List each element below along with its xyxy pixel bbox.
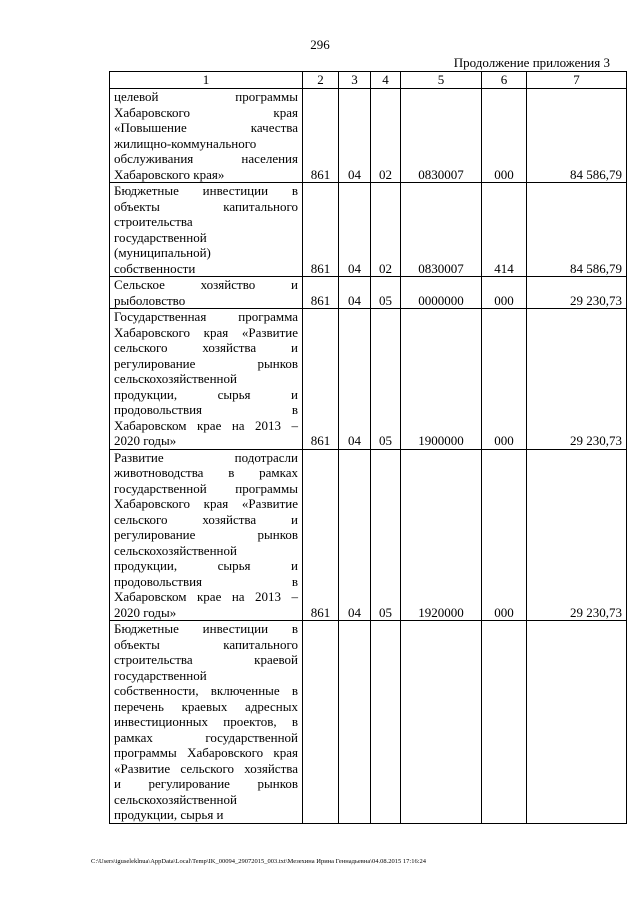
document-path-footer: C:\Users\iguseleklnua\AppData\Local\Temp\IK_00094_29072015_003.txt\Мезехина Ирина Геннадьевна\04.08.2015 17:16:24 bbox=[91, 858, 427, 865]
header-col-3: 3 bbox=[339, 72, 371, 89]
description-line: Хабаровского края» bbox=[114, 166, 225, 182]
row-description bbox=[110, 309, 303, 450]
description-line: государственной программы bbox=[114, 480, 298, 496]
cell-c7: 29 230,73 bbox=[527, 309, 627, 450]
description-line: сельскохозяйственной bbox=[114, 371, 237, 386]
table-row bbox=[110, 309, 627, 450]
description-line: регулирование рынков bbox=[114, 527, 298, 542]
description-line: Бюджетные инвестиции в bbox=[114, 183, 298, 198]
description-line: целевой программы bbox=[114, 89, 298, 104]
description-line: программы Хабаровского края bbox=[114, 745, 298, 760]
cell-c2: 861 bbox=[303, 183, 339, 277]
header-col-2: 2 bbox=[303, 72, 339, 89]
cell-c5: 0000000 bbox=[401, 277, 482, 309]
table-header-row bbox=[110, 72, 627, 89]
cell-c7 bbox=[527, 621, 627, 824]
description-line: «Повышение качества bbox=[114, 120, 298, 135]
cell-c5: 0830007 bbox=[401, 89, 482, 183]
cell-c5: 1920000 bbox=[401, 449, 482, 621]
description-line: (муниципальной) bbox=[114, 245, 211, 260]
cell-c2: 861 bbox=[303, 89, 339, 183]
cell-c6 bbox=[482, 621, 527, 824]
cell-c2: 861 bbox=[303, 449, 339, 621]
cell-c5: 1900000 bbox=[401, 309, 482, 450]
cell-c6: 000 bbox=[482, 277, 527, 309]
description-line: обслуживания населения bbox=[114, 151, 298, 166]
description-line: рамках государственной bbox=[114, 729, 298, 745]
row-description bbox=[110, 89, 303, 183]
description-line: «Развитие сельского хозяйства bbox=[114, 760, 298, 776]
description-line: сельского хозяйства и bbox=[114, 340, 298, 355]
table-row bbox=[110, 183, 627, 277]
description-line: продукции, сырья и bbox=[114, 386, 298, 402]
description-line: 2020 годы» bbox=[114, 604, 177, 620]
description-line: Хабаровского края bbox=[114, 104, 298, 120]
description-line: продукции, сырья и bbox=[114, 558, 298, 573]
description-line: регулирование рынков bbox=[114, 355, 298, 371]
description-line: сельскохозяйственной bbox=[114, 542, 237, 558]
description-line: сельскохозяйственной bbox=[114, 791, 237, 807]
description-line: государственной bbox=[114, 229, 207, 245]
description-line: продукции, сырья и bbox=[114, 807, 224, 822]
description-line: животноводства в рамках bbox=[114, 465, 298, 480]
description-line: 2020 годы» bbox=[114, 433, 177, 448]
description-line: строительства bbox=[114, 214, 193, 229]
cell-c3: 04 bbox=[339, 89, 371, 183]
cell-c6: 000 bbox=[482, 449, 527, 621]
header-col-1: 1 bbox=[110, 72, 303, 89]
description-line: сельского хозяйства и bbox=[114, 511, 298, 527]
row-description bbox=[110, 621, 303, 824]
description-line: и регулирование рынков bbox=[114, 776, 298, 791]
description-line: Хабаровского края «Развитие bbox=[114, 496, 298, 511]
cell-c3: 04 bbox=[339, 277, 371, 309]
description-line: объекты капитального bbox=[114, 198, 298, 214]
header-col-7: 7 bbox=[527, 72, 627, 89]
description-line: перечень краевых адресных bbox=[114, 698, 298, 714]
continuation-caption: Продолжение приложения 3 bbox=[453, 55, 610, 70]
cell-c3 bbox=[339, 621, 371, 824]
cell-c3: 04 bbox=[339, 183, 371, 277]
header-col-5: 5 bbox=[401, 72, 482, 89]
description-line: инвестиционных проектов, в bbox=[114, 714, 298, 729]
cell-c6: 000 bbox=[482, 89, 527, 183]
description-line: строительства краевой bbox=[114, 652, 298, 667]
cell-c4: 05 bbox=[371, 449, 401, 621]
description-line: продовольствия в bbox=[114, 402, 298, 417]
description-line: Бюджетные инвестиции в bbox=[114, 621, 298, 636]
description-line: Государственная программа bbox=[114, 309, 298, 324]
cell-c7: 84 586,79 bbox=[527, 183, 627, 277]
table-row bbox=[110, 277, 627, 309]
cell-c5: 0830007 bbox=[401, 183, 482, 277]
description-line: Хабаровского края «Развитие bbox=[114, 324, 298, 340]
description-line: Хабаровском крае на 2013 – bbox=[114, 589, 298, 604]
description-line: собственности bbox=[114, 260, 196, 276]
header-col-4: 4 bbox=[371, 72, 401, 89]
cell-c3: 04 bbox=[339, 309, 371, 450]
description-line: рыболовство bbox=[114, 292, 186, 308]
cell-c7: 84 586,79 bbox=[527, 89, 627, 183]
table-body bbox=[110, 89, 627, 824]
cell-c6: 414 bbox=[482, 183, 527, 277]
page-number: 296 bbox=[310, 37, 330, 52]
header-col-6: 6 bbox=[482, 72, 527, 89]
cell-c2 bbox=[303, 621, 339, 824]
cell-c4: 05 bbox=[371, 277, 401, 309]
table-row bbox=[110, 449, 627, 621]
description-line: объекты капитального bbox=[114, 636, 298, 652]
table-row bbox=[110, 89, 627, 183]
cell-c7: 29 230,73 bbox=[527, 449, 627, 621]
cell-c5 bbox=[401, 621, 482, 824]
cell-c4: 02 bbox=[371, 183, 401, 277]
cell-c7: 29 230,73 bbox=[527, 277, 627, 309]
cell-c4 bbox=[371, 621, 401, 824]
cell-c3: 04 bbox=[339, 449, 371, 621]
row-description bbox=[110, 277, 303, 309]
cell-c2: 861 bbox=[303, 277, 339, 309]
description-line: продовольствия в bbox=[114, 573, 298, 589]
row-description bbox=[110, 449, 303, 621]
cell-c4: 02 bbox=[371, 89, 401, 183]
table-row bbox=[110, 621, 627, 824]
budget-table bbox=[109, 71, 627, 824]
description-line: Сельское хозяйство и bbox=[114, 277, 298, 292]
description-line: жилищно-коммунального bbox=[114, 135, 257, 151]
cell-c4: 05 bbox=[371, 309, 401, 450]
cell-c2: 861 bbox=[303, 309, 339, 450]
cell-c6: 000 bbox=[482, 309, 527, 450]
description-line: государственной bbox=[114, 667, 207, 683]
description-line: Хабаровском крае на 2013 – bbox=[114, 417, 298, 433]
description-line: Развитие подотрасли bbox=[114, 449, 298, 465]
description-line: собственности, включенные в bbox=[114, 683, 298, 698]
row-description bbox=[110, 183, 303, 277]
